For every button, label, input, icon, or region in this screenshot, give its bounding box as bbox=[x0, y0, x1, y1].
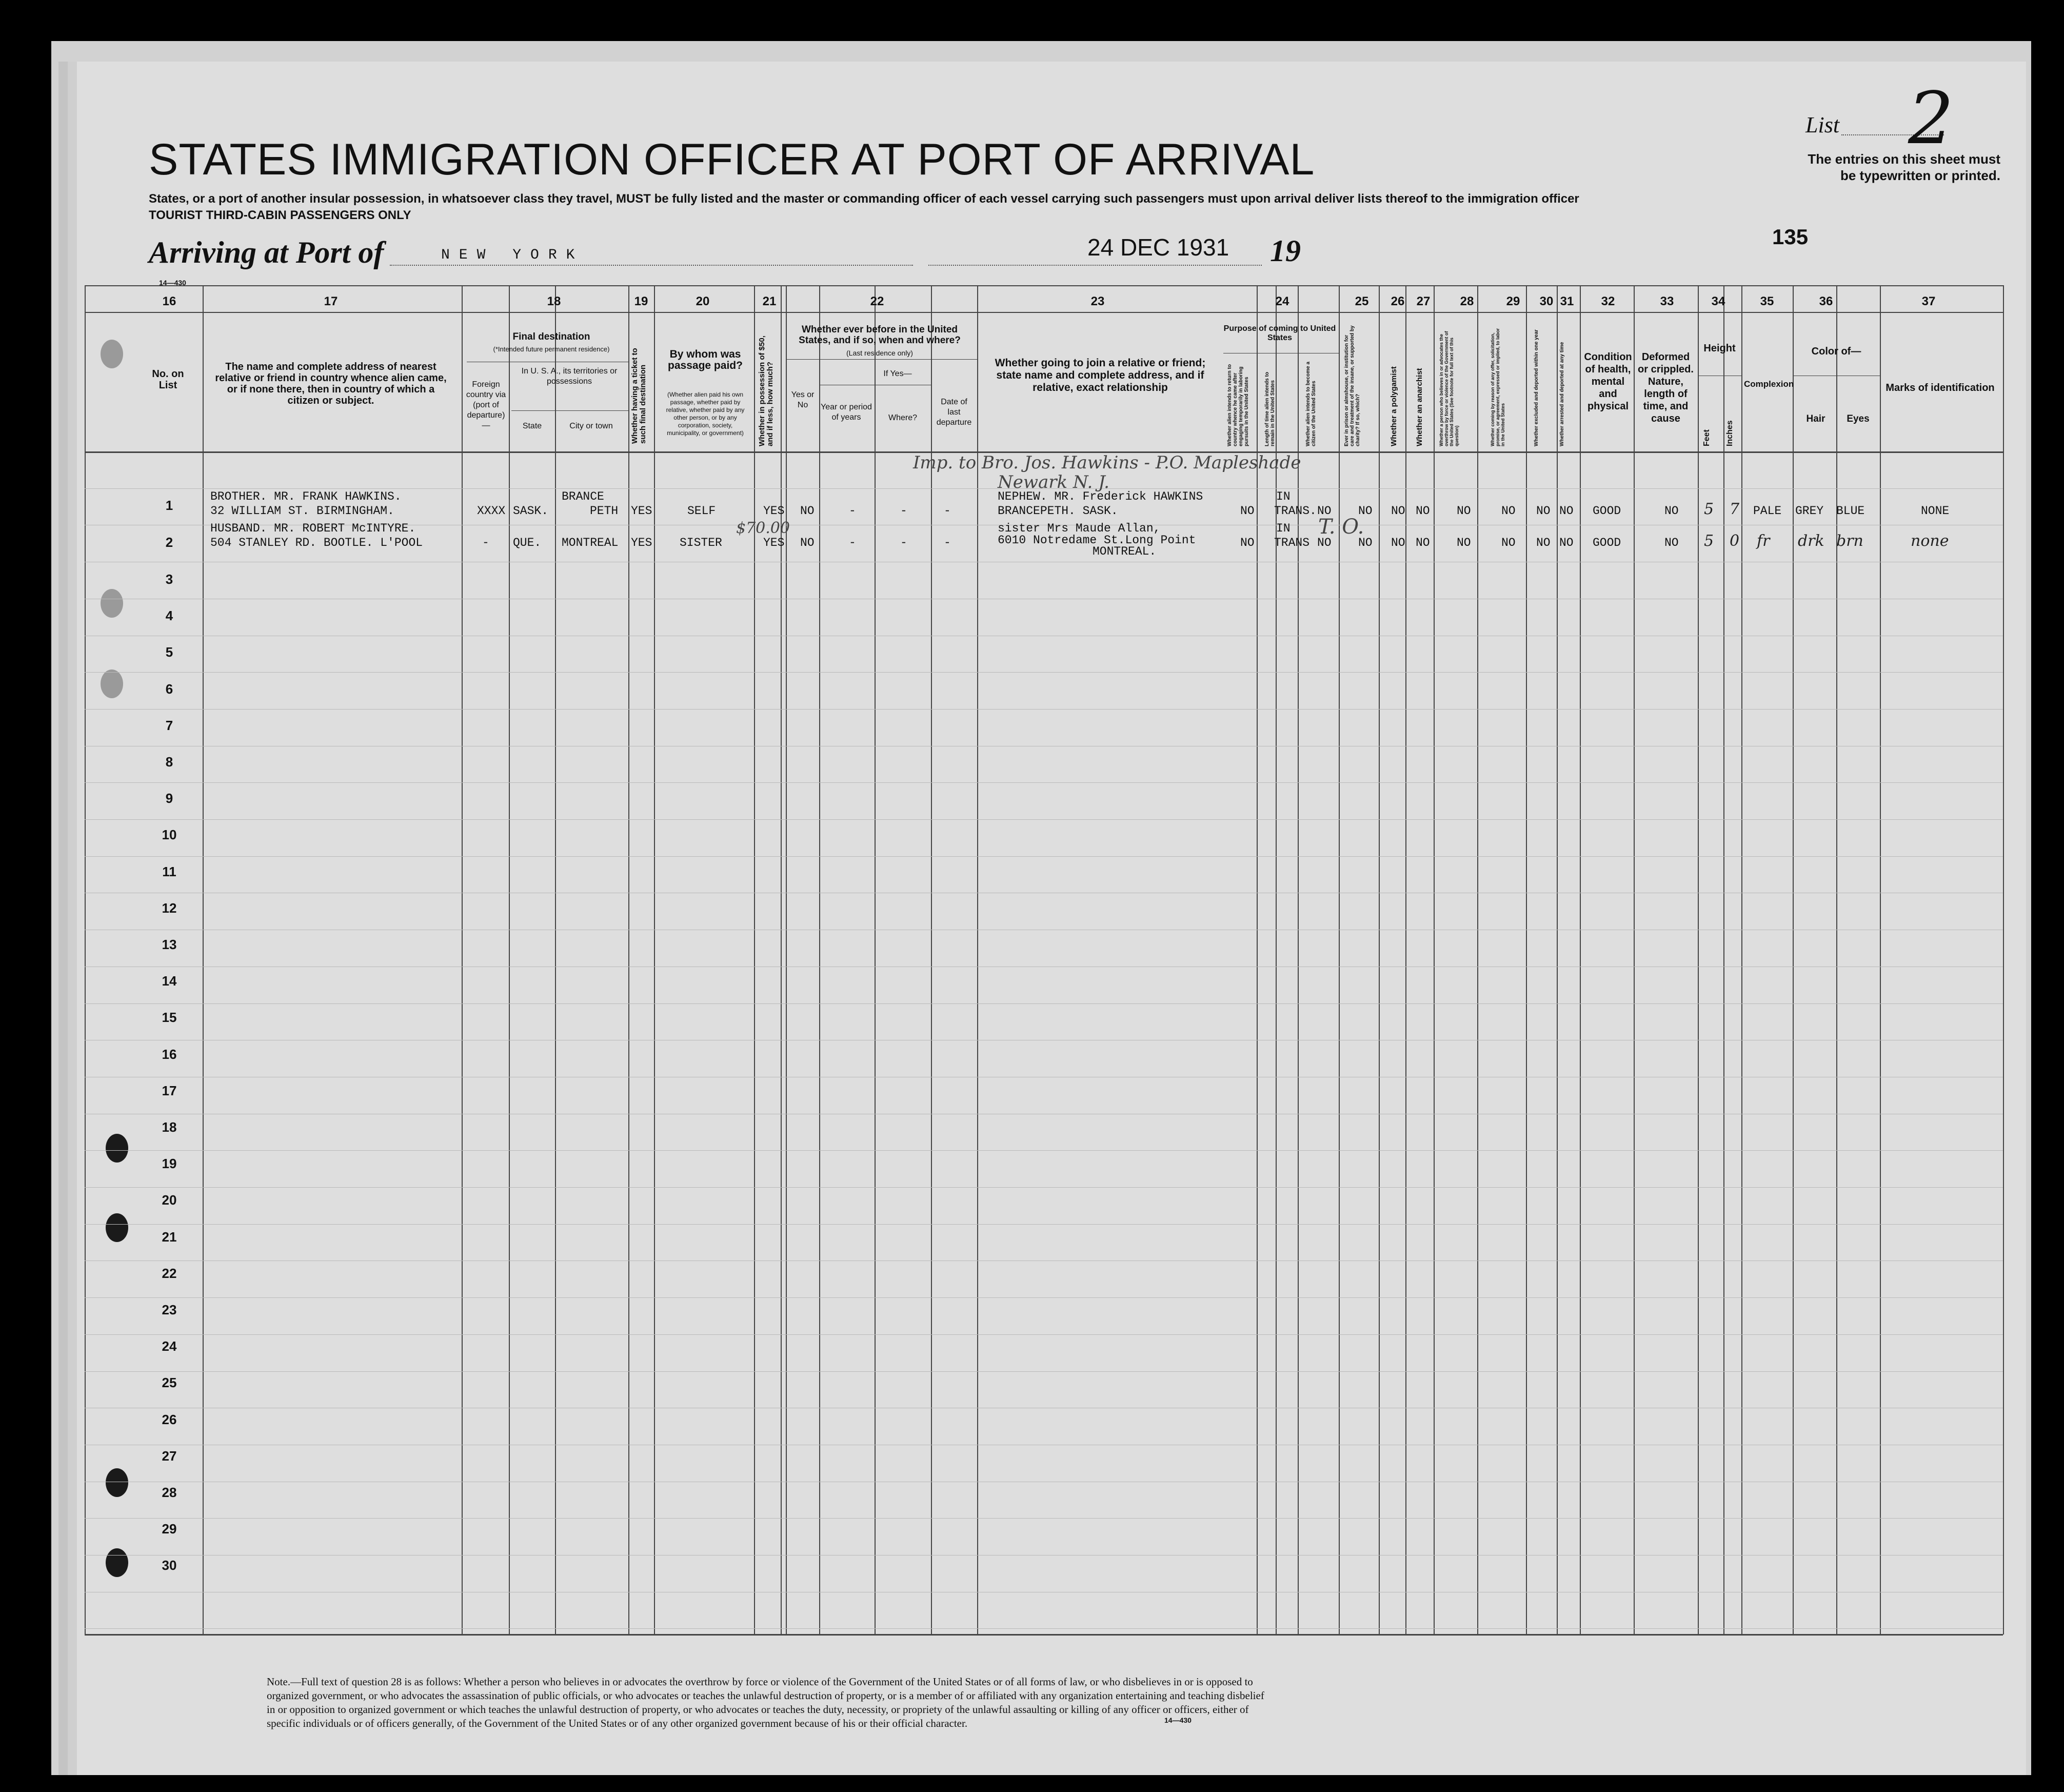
column-divider bbox=[1634, 285, 1635, 1635]
row-rule bbox=[85, 1297, 2003, 1298]
excluded: NO bbox=[1536, 536, 1551, 549]
punch-hole bbox=[106, 1213, 128, 1242]
header-fifty-dollars: Whether in possession of $50, and if less, how much? bbox=[758, 336, 775, 446]
anarchist: NO bbox=[1416, 504, 1430, 518]
polygamist: NO bbox=[1391, 504, 1405, 518]
column-divider bbox=[1339, 285, 1340, 1635]
colnum-30: 30 bbox=[1539, 294, 1554, 308]
row-number: 7 bbox=[165, 718, 173, 733]
inches: 7 bbox=[1730, 500, 1740, 518]
deformed: NO bbox=[1664, 536, 1679, 549]
column-divider bbox=[1257, 285, 1258, 1635]
row-number: 21 bbox=[162, 1229, 177, 1245]
intent-return: NO bbox=[1240, 536, 1255, 549]
row-number: 26 bbox=[162, 1412, 177, 1427]
subheader-divider bbox=[511, 410, 628, 411]
join-address: BRANCEPETH. SASK. bbox=[998, 504, 1118, 518]
column-divider bbox=[1793, 285, 1794, 1635]
before-in-us: NO bbox=[800, 536, 815, 549]
port-underline bbox=[390, 265, 913, 266]
complexion: fr bbox=[1757, 532, 1770, 550]
paid-by: SELF bbox=[687, 504, 716, 518]
relative-line: HUSBAND. MR. ROBERT McINTYRE. bbox=[210, 522, 416, 535]
column-divider bbox=[819, 285, 820, 1635]
page-title: STATES IMMIGRATION OFFICER AT PORT OF ARRIVAL bbox=[149, 135, 1315, 184]
row-number: 6 bbox=[165, 681, 173, 697]
header-length-stay: Length of time alien intends to remain in the United States bbox=[1264, 372, 1276, 446]
health: GOOD bbox=[1593, 504, 1621, 518]
hair: GREY bbox=[1795, 504, 1824, 518]
column-divider bbox=[1698, 285, 1699, 1635]
feet: 5 bbox=[1704, 500, 1714, 518]
length-stay-cont: TRANS. bbox=[1274, 504, 1317, 518]
row-number: 24 bbox=[162, 1338, 177, 1354]
column-divider bbox=[781, 285, 782, 1635]
header-ticket: Whether having a ticket to such final destination bbox=[630, 348, 647, 444]
row-number: 13 bbox=[162, 937, 177, 952]
header-deformed: Deformed or crippled. Nature, length of time, and cause bbox=[1638, 351, 1694, 424]
instructions-line-2: TOURIST THIRD-CABIN PASSENGERS ONLY bbox=[149, 208, 411, 222]
header-question-29: Whether coming by reason of any offer, solicitation, promise, or agreement, expressed or implied, to labor in the United States bbox=[1490, 328, 1505, 446]
state: SASK. bbox=[513, 504, 549, 518]
column-divider bbox=[1723, 285, 1724, 1635]
sheet-number: 135 bbox=[1772, 225, 1809, 249]
length-stay-cont: TRANS bbox=[1274, 536, 1310, 549]
complexion: PALE bbox=[1753, 504, 1782, 518]
row-number: 14 bbox=[162, 973, 177, 989]
punch-hole bbox=[106, 1468, 128, 1497]
header-where: Where? bbox=[888, 413, 918, 422]
header-foreign-country: Foreign country via (port of departure)— bbox=[466, 380, 506, 430]
join-city: MONTREAL. bbox=[1093, 545, 1157, 558]
row-rule bbox=[85, 1187, 2003, 1188]
row-rule bbox=[85, 709, 2003, 710]
list-note bbox=[1754, 151, 2000, 184]
row-number: 10 bbox=[162, 827, 177, 842]
row-rule bbox=[85, 1224, 2003, 1225]
feet: 5 bbox=[1704, 532, 1714, 550]
row-rule bbox=[85, 1628, 2003, 1629]
header-nearest-relative: The name and complete address of nearest relative or friend in country whence alien came, or if none there, then in country of which a citizen or subject. bbox=[215, 361, 447, 406]
header-intend-return: Whether alien intends to return to country whence he came after engaging temporarily in laboring pursuits in the United States bbox=[1227, 364, 1249, 446]
colnum-34: 34 bbox=[1711, 294, 1725, 308]
port-name: NEW YORK bbox=[441, 247, 584, 263]
colnum-24: 24 bbox=[1275, 294, 1289, 308]
relative-line: BROTHER. MR. FRANK HAWKINS. bbox=[210, 490, 402, 503]
header-city: City or town bbox=[569, 422, 613, 430]
row-rule bbox=[85, 672, 2003, 673]
colnum-37: 37 bbox=[1921, 294, 1936, 308]
eyes: BLUE bbox=[1836, 504, 1865, 518]
row-number: 17 bbox=[162, 1083, 177, 1098]
row-rule bbox=[85, 782, 2003, 783]
list-note-line-2: be typewritten or printed. bbox=[1840, 168, 2000, 183]
table-bottom-border bbox=[85, 1634, 2003, 1636]
header-join-relative: Whether going to join a relative or friend; state name and complete address, and if relative, exact relationship bbox=[995, 357, 1206, 393]
header-purpose: Purpose of coming to United States bbox=[1223, 324, 1336, 342]
header-eyes: Eyes bbox=[1847, 413, 1870, 424]
question-29: NO bbox=[1501, 504, 1516, 518]
arrival-date: 24 DEC 1931 bbox=[1087, 234, 1229, 261]
date-underline bbox=[928, 265, 1262, 266]
colnum-23: 23 bbox=[1090, 294, 1105, 308]
year-label: 19 bbox=[1270, 234, 1301, 268]
column-divider bbox=[1379, 285, 1380, 1635]
header-before-in-us: Whether ever before in the United States, and if so, when and where? bbox=[799, 324, 961, 346]
header-final-destination: Final destination bbox=[512, 331, 590, 342]
header-no-on-list: No. on List bbox=[152, 368, 184, 391]
row-number: 8 bbox=[165, 754, 173, 770]
hair: drk bbox=[1798, 532, 1824, 550]
row-number: 22 bbox=[162, 1266, 177, 1281]
arrested: NO bbox=[1559, 536, 1574, 549]
fifty-dollars: YES bbox=[763, 536, 785, 549]
punch-hole bbox=[106, 1134, 128, 1163]
row-rule bbox=[85, 819, 2003, 820]
column-divider bbox=[875, 285, 876, 1635]
row-number: 20 bbox=[162, 1192, 177, 1208]
header-feet: Feet bbox=[1702, 429, 1711, 446]
column-divider bbox=[1434, 285, 1435, 1635]
punch-hole bbox=[106, 1548, 128, 1577]
city: MONTREAL bbox=[562, 536, 619, 549]
header-excluded-deported: Whether excluded and deported within one year bbox=[1534, 329, 1539, 446]
punch-hole bbox=[101, 669, 123, 698]
column-divider bbox=[1526, 285, 1527, 1635]
relative-address: 504 STANLEY RD. BOOTLE. L'POOL bbox=[210, 536, 423, 549]
polygamist: NO bbox=[1391, 536, 1405, 549]
header-final-destination-sub: (*Intended future permanent residence) bbox=[493, 345, 610, 353]
row-number: 27 bbox=[162, 1448, 177, 1464]
city-cont: PETH bbox=[590, 504, 619, 518]
column-divider bbox=[509, 285, 510, 1635]
colnum-32: 32 bbox=[1601, 294, 1615, 308]
join-address: 6010 Notredame St.Long Point bbox=[998, 534, 1196, 547]
row-number: 29 bbox=[162, 1521, 177, 1537]
header-passage-paid-sub: (Whether alien paid his own passage, whether paid by relative, whether paid by any other person, or by any corporation, society, municipality, or government) bbox=[666, 391, 745, 437]
row-number: 28 bbox=[162, 1485, 177, 1500]
row-number: 16 bbox=[162, 1047, 177, 1062]
colnum-26: 26 bbox=[1391, 294, 1405, 308]
length-stay: IN bbox=[1276, 490, 1291, 503]
column-divider bbox=[931, 285, 932, 1635]
column-divider bbox=[1880, 285, 1881, 1635]
colnum-18: 18 bbox=[547, 294, 561, 308]
excluded: NO bbox=[1536, 504, 1551, 518]
join-relative: sister Mrs Maude Allan, bbox=[998, 522, 1161, 535]
column-divider bbox=[1405, 285, 1406, 1635]
colnum-28: 28 bbox=[1460, 294, 1474, 308]
column-divider bbox=[1836, 285, 1837, 1635]
foreign-country: XXXX bbox=[477, 504, 506, 518]
header-in-usa: In U. S. A., its territories or possessions bbox=[521, 367, 618, 386]
handwritten-annotation-city: Newark N. J. bbox=[998, 472, 1109, 493]
health: GOOD bbox=[1593, 536, 1621, 549]
row-number: 30 bbox=[162, 1558, 177, 1573]
column-divider bbox=[1580, 285, 1581, 1635]
deformed: NO bbox=[1664, 504, 1679, 518]
colnum-16: 16 bbox=[162, 294, 176, 308]
row-number: 3 bbox=[165, 572, 173, 587]
column-divider bbox=[1276, 285, 1277, 1635]
row-number: 25 bbox=[162, 1375, 177, 1390]
header-height: Height bbox=[1703, 343, 1736, 354]
prison: NO bbox=[1358, 504, 1373, 518]
column-divider bbox=[203, 285, 204, 1635]
row-number: 9 bbox=[165, 791, 173, 806]
row-rule bbox=[85, 856, 2003, 857]
state: QUE. bbox=[513, 536, 542, 549]
colnum-33: 33 bbox=[1660, 294, 1674, 308]
marks: NONE bbox=[1921, 504, 1950, 518]
header-intend-citizen: Whether alien intends to become a citizen of the United States bbox=[1305, 361, 1317, 446]
header-passage-paid: By whom was passage paid? bbox=[668, 348, 743, 371]
column-divider bbox=[1298, 285, 1299, 1635]
departure: - bbox=[944, 504, 951, 518]
row-rule bbox=[85, 1518, 2003, 1519]
header-arrested-deported: Whether arrested and deported at any time bbox=[1559, 342, 1565, 446]
fifty-dollars: YES bbox=[763, 504, 785, 518]
handwritten-annotation: Imp. to Bro. Jos. Hawkins - P.O. Mapleshade bbox=[913, 452, 1301, 473]
colnum-22: 22 bbox=[870, 294, 884, 308]
subheader-divider bbox=[786, 359, 977, 360]
column-divider bbox=[754, 285, 755, 1635]
list-number: 2 bbox=[1908, 77, 1954, 161]
colnum-27: 27 bbox=[1416, 294, 1431, 308]
row-number: 18 bbox=[162, 1119, 177, 1135]
colnum-36: 36 bbox=[1819, 294, 1833, 308]
row-rule bbox=[85, 1150, 2003, 1151]
header-polygamist: Whether a polygamist bbox=[1390, 366, 1398, 446]
arriving-label: Arriving at Port of bbox=[149, 235, 384, 269]
list-label: List bbox=[1805, 112, 1840, 137]
year: - bbox=[849, 536, 856, 549]
column-divider bbox=[628, 285, 629, 1635]
departure: - bbox=[944, 536, 951, 549]
arrested: NO bbox=[1559, 504, 1574, 518]
handwritten-to: T. O. bbox=[1318, 515, 1364, 539]
header-state: State bbox=[522, 422, 542, 430]
length-stay: IN bbox=[1276, 522, 1291, 535]
relative-address: 32 WILLIAM ST. BIRMINGHAM. bbox=[210, 504, 394, 518]
foreign-country: - bbox=[482, 536, 489, 549]
header-before-in-us-sub: (Last residence only) bbox=[846, 349, 913, 357]
row-number: 19 bbox=[162, 1156, 177, 1171]
header-inches: Inches bbox=[1725, 420, 1734, 446]
row-number: 23 bbox=[162, 1302, 177, 1317]
paid-by: SISTER bbox=[680, 536, 722, 549]
header-anarchist: Whether an anarchist bbox=[1415, 368, 1424, 446]
citizen: NO bbox=[1317, 536, 1332, 549]
punch-hole bbox=[101, 589, 123, 618]
header-color-of: Color of— bbox=[1811, 346, 1861, 357]
year: - bbox=[849, 504, 856, 518]
row-number: 1 bbox=[165, 498, 173, 513]
header-hair: Hair bbox=[1806, 413, 1825, 424]
header-if-yes: If Yes— bbox=[883, 369, 912, 378]
column-divider bbox=[555, 285, 556, 1635]
column-divider bbox=[786, 285, 787, 1635]
header-prison-almshouse: Ever in prison or almshouse, or institution for care and treatment of the insane, or supported by charity? If so, which? bbox=[1344, 325, 1361, 446]
form-number-footer: 14—430 bbox=[1164, 1716, 1192, 1724]
row-number: 15 bbox=[162, 1010, 177, 1025]
row-number: 5 bbox=[165, 644, 173, 660]
join-relative: NEPHEW. MR. Frederick HAWKINS bbox=[998, 490, 1203, 503]
header-question-28: Whether a person who believes in or advocates the overthrow by force or violence of the Government of the United States (See footnote for full text of this question) bbox=[1439, 331, 1459, 446]
row-number: 12 bbox=[162, 900, 177, 916]
ticket: YES bbox=[631, 504, 652, 518]
row-rule bbox=[85, 1334, 2003, 1335]
list-note-line-1: The entries on this sheet must bbox=[1808, 151, 2000, 167]
question-28: NO bbox=[1457, 536, 1471, 549]
eyes: brn bbox=[1836, 532, 1863, 550]
column-divider bbox=[2003, 285, 2004, 1635]
prison: NO bbox=[1358, 536, 1373, 549]
question-28: NO bbox=[1457, 504, 1471, 518]
column-divider bbox=[85, 285, 86, 1635]
before-in-us: NO bbox=[800, 504, 815, 518]
header-year-period: Year or period of years bbox=[821, 403, 872, 422]
column-divider bbox=[977, 285, 978, 1635]
marks: none bbox=[1911, 532, 1949, 550]
header-yes-no: Yes or No bbox=[791, 390, 815, 409]
header-health: Condition of health, mental and physical bbox=[1584, 351, 1632, 412]
table-top-border bbox=[85, 285, 2003, 286]
header-date-departure: Date of last departure bbox=[936, 398, 972, 427]
punch-hole bbox=[101, 340, 123, 368]
column-number-border bbox=[85, 312, 2003, 313]
row-number: 2 bbox=[165, 535, 173, 550]
colnum-25: 25 bbox=[1355, 294, 1369, 308]
ticket: YES bbox=[631, 536, 652, 549]
colnum-17: 17 bbox=[324, 294, 338, 308]
question-29: NO bbox=[1501, 536, 1516, 549]
intent-return: NO bbox=[1240, 504, 1255, 518]
city: BRANCE bbox=[562, 490, 604, 503]
row-number: 4 bbox=[165, 608, 173, 623]
citizen: NO bbox=[1317, 504, 1332, 518]
colnum-35: 35 bbox=[1760, 294, 1774, 308]
column-divider bbox=[462, 285, 463, 1635]
form-number: 14—430 bbox=[159, 279, 186, 287]
column-divider bbox=[1557, 285, 1558, 1635]
row-rule bbox=[85, 1003, 2003, 1004]
instructions-line-1: States, or a port of another insular possession, in whatsoever class they travel, MUST be fully listed and the master or commanding officer of each vessel carrying such passengers must upon arrival deliver lists thereof to the immigration officer bbox=[149, 192, 1579, 206]
anarchist: NO bbox=[1416, 536, 1430, 549]
colnum-20: 20 bbox=[696, 294, 710, 308]
handwritten-amount: $70.00 bbox=[736, 519, 790, 537]
inches: 0 bbox=[1730, 532, 1740, 550]
column-divider bbox=[1477, 285, 1478, 1635]
column-divider bbox=[654, 285, 655, 1635]
header-complexion: Complexion bbox=[1744, 379, 1794, 389]
row-number: 11 bbox=[162, 864, 176, 879]
colnum-21: 21 bbox=[762, 294, 777, 308]
where: - bbox=[900, 536, 907, 549]
colnum-19: 19 bbox=[634, 294, 648, 308]
row-rule bbox=[85, 1371, 2003, 1372]
column-divider bbox=[1741, 285, 1742, 1635]
header-marks: Marks of identification bbox=[1886, 382, 1995, 393]
footnote-question-28: Note.—Full text of question 28 is as follows: Whether a person who believes in or advocates the overthrow by force or violence of the Government of the United States or of all forms of law, or who disbelieves in or is opposed to organized government, or who advocates the assassination of public officials, or who advocates or teaches the unlawful destruction of property, or is a member of or affiliated with any organization entertaining and teaching disbelief in or opposition to organized government or which teaches the unlawful destruction of property, or who advocates or teaches the duty, necessity, or propriety of the unlawful assaulting or killing of any officer or officers, either of specific individuals or of officers generally, of the Government of the United States or of any other organized government because of his or their official character. bbox=[267, 1676, 1264, 1729]
where: - bbox=[900, 504, 907, 518]
colnum-31: 31 bbox=[1560, 294, 1574, 308]
colnum-29: 29 bbox=[1506, 294, 1520, 308]
